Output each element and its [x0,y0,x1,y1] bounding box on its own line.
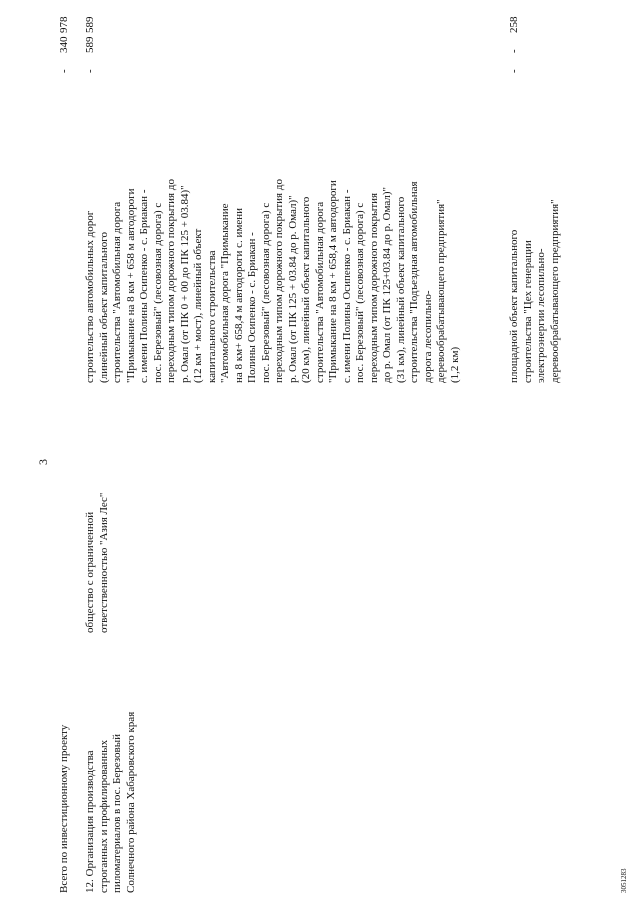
roads-value-1: - [84,69,96,73]
total-row-label: Всего по инвестиционному проекту [58,724,70,893]
roads-value-2: 589 [84,36,96,53]
total-value-2: 340 [58,36,70,53]
project-description-roads: строительство автомобильных дорог (линейный объект капитального строительства "Автомобильная дорога "Примыкание на 8 км + 658 м автодороги с. имени Полины Осипенко - с. Бриакан - пос. Березовый" (лесовозная дорога) с переходным типом дорожного покрытия до р. Омал (от ПК 0 + 00 до ПК 125 + 03.84)" (12 км + мост), линейный объект капитального строительства "Автомобильная дорога "Примыкание на 8 км+ 658,4 м автодороги с. имени Полины Осипенко - с. Бриакан - пос. Березовый" (лесовозная дорога) с переходным типом дорожного покрытия до р. Омал (от ПК 125 + 03.84 до р. Омал)" (20 км), линейный объект капитального строительства "Автомобильная дорога "Примыкание на 8 км + 658,4 м автодороги с. имени Полины Осипенко - с. Бриакан - пос. Березовый" (лесовозная дорога) с переходным типом дорожного покрытия до р. Омал (от ПК 125+03.84 до р. Омал)" (31 км), линейный объект капитального строительства "Подъездная автомобильная дорога лесопильно- деревообрабатывающего предприятия" (1,2 км) [84,179,461,383]
roads-value-3: 589 [84,16,96,33]
power-value-2: - [508,49,520,53]
project-description-power: площадной объект капитального строительства "Цех генерации электроэнергии лесопильно- деревообрабатывающего предприятия" [508,199,561,383]
project-entity: общество с ограниченной ответственностью "Азия Лес" [84,492,110,633]
total-value-1: - [58,69,70,73]
power-value-3: 258 [508,16,520,33]
page-number: 3 [36,459,50,465]
total-value-3: 978 [58,16,70,33]
power-value-1: - [508,69,520,73]
project-name: 12. Организация производства строганных и профилированных пиломатериалов в пос. Березовый Солнечного района Хабаровского края [84,711,137,893]
document-code: 3051283 [620,868,628,893]
